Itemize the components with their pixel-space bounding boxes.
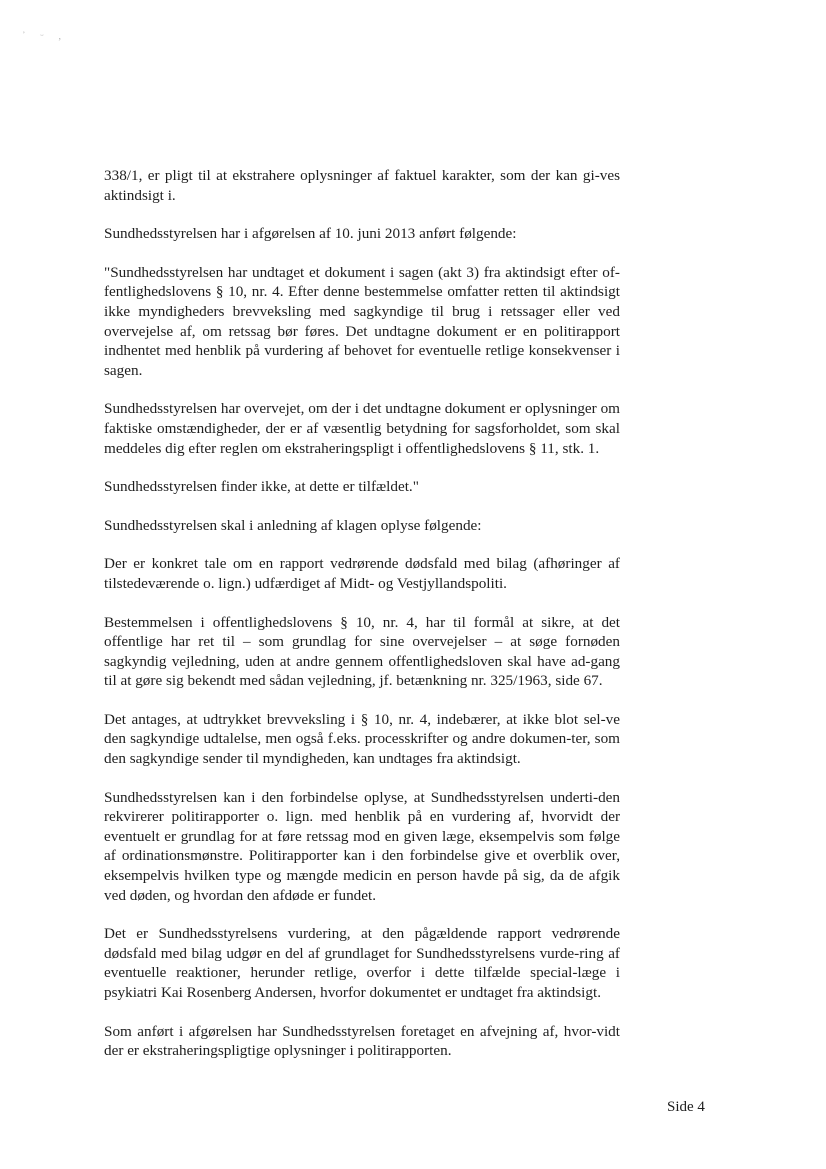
paragraph-5-quote: Sundhedsstyrelsen finder ikke, at dette er tilfældet." bbox=[104, 478, 419, 496]
paragraph-2: Sundhedsstyrelsen har i afgørelsen af 10. juni 2013 anført følgende: bbox=[104, 225, 517, 243]
paragraph-7: Der er konkret tale om en rapport vedrørende dødsfald med bilag (afhøringer af tilstedeværende o. lign.) udfærdiget af Midt- og Vestjyllandspoliti. bbox=[104, 555, 620, 592]
body-text bbox=[104, 166, 620, 1080]
scan-artifact-marks: ᾿ ᵕ , bbox=[22, 30, 68, 42]
paragraph-12: Som anført i afgørelsen har Sundhedsstyrelsen foretaget en afvejning af, hvor-vidt der er ekstraheringspligtige oplysninger i politirapporten. bbox=[104, 1022, 620, 1060]
paragraph-3-quote: "Sundhedsstyrelsen har undtaget et dokument i sagen (akt 3) fra aktindsigt efter of-fentlighedslovens § 10, nr. 4. Efter denne bestemmelse omfatter retten til aktindsigt ikke myndigheders brevveksling med sagkyndige til brug i retssager eller ved overvejelse af, om retssag bør føres. Det undtagne dokument er en politirapport indhentet med henblik på vurdering af behovet for eventuelle retlige konsekvenser i sagen. bbox=[104, 263, 620, 379]
paragraph-10: Sundhedsstyrelsen kan i den forbindelse oplyse, at Sundhedsstyrelsen underti-den rekvirerer politirapporter o. lign. med henblik på en vurdering af, hvorvidt der eventuelt er grundlag for at føre retssag mod en given læge, eksempelvis som følge af ordinationsmønstre. Politirapporter kan i den forbindelse give et overblik over, eksempelvis hvilken type og mængde medicin en person havde på sig, da de afgik ved døden, og hvordan den afdøde er fundet. bbox=[104, 788, 620, 904]
paragraph-6: Sundhedsstyrelsen skal i anledning af klagen oplyse følgende: bbox=[104, 516, 482, 534]
paragraph-11: Det er Sundhedsstyrelsens vurdering, at den pågældende rapport vedrørende dødsfald med bilag udgør en del af grundlaget for Sundhedsstyrelsens vurde-ring af eventuelle reaktioner, herunder retlige, overfor i dette tilfælde special-læge i psykiatri Kai Rosenberg Andersen, hvorfor dokumentet er undtaget fra aktindsigt. bbox=[104, 925, 620, 1001]
paragraph-8: Bestemmelsen i offentlighedslovens § 10, nr. 4, har til formål at sikre, at det offentlige har ret til – som grundlag for sine overvejelser – at søge fornøden sagkyndig vejledning, uden at andre gennem offentlighedsloven skal have ad-gang til at gøre sig bekendt med sådan vejledning, jf. betænkning nr. 325/1963, side 67. bbox=[104, 613, 620, 690]
paragraph-9: Det antages, at udtrykket brevveksling i § 10, nr. 4, indebærer, at ikke blot sel-ve den sagkyndige udtalelse, men også f.eks. processkrifter og andre dokumen-ter, som den sagkyndige sender til myndigheden, kan undtages fra aktindsigt. bbox=[104, 710, 620, 768]
paragraph-4-quote: Sundhedsstyrelsen har overvejet, om der i det undtagne dokument er oplysninger om faktiske omstændigheder, der er af væsentlig betydning for sagsforholdet, som skal meddeles dig efter reglen om ekstraheringspligt i offentlighedslovens § 11, stk. 1. bbox=[104, 400, 620, 457]
page-number: Side 4 bbox=[667, 1099, 705, 1115]
paragraph-1: 338/1, er pligt til at ekstrahere oplysninger af faktuel karakter, som der kan gi-ves aktindsigt i. bbox=[104, 167, 620, 204]
